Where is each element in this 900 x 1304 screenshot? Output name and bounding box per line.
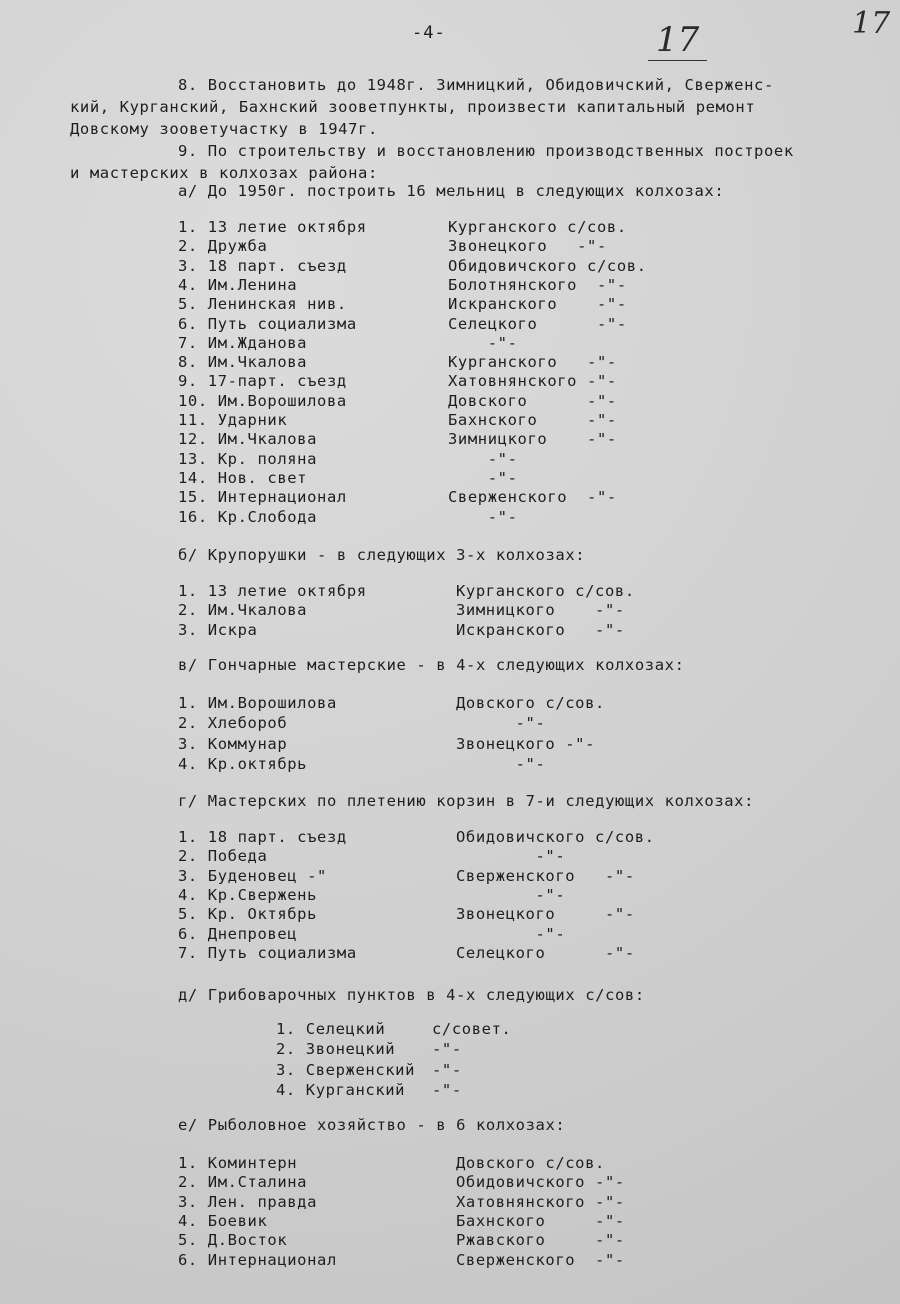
selsovet-name: Болотнянского -"- [448,275,627,294]
selsovet-name: Обидовичского с/сов. [456,828,655,846]
kolkhoz-name: 2. Победа [178,847,268,866]
kolkhoz-name: 16. Кр.Слобода [178,507,318,526]
kolkhoz-name: 15. Интернационал [178,488,347,507]
selsovet-name: -"- [448,333,518,352]
selsovet-name: Довского с/сов. [456,694,605,712]
section-g-heading: г/ Мастерских по плетению корзин в 7-и следующих колхозах: [178,792,755,810]
kolkhoz-name: 4. Курганский [276,1080,406,1099]
kolkhoz-name: 4. Им.Ленина [178,275,298,294]
selsovet-name: Хатовнянского -"- [448,372,617,391]
kolkhoz-name: 1. 13 летие октября [178,582,367,600]
selsovet-name: Хатовнянского -"- [456,1192,625,1211]
kolkhoz-name: 3. 18 парт. съезд [178,256,347,275]
kolkhoz-name: 8. Им.Чкалова [178,353,308,372]
kolkhoz-name: 3. Лен. правда [178,1192,318,1211]
section-d-heading: д/ Грибоварочных пунктов в 4-х следующих с/сов: [178,986,645,1004]
section-e-heading: е/ Рыболовное хозяйство - в 6 колхозах: [178,1116,566,1134]
selsovet-name: Селецкого -"- [448,314,627,333]
selsovet-name: Обидовичского -"- [456,1173,625,1192]
selsovet-name: Сверженского -"- [456,1250,625,1269]
kolkhoz-name: 9. 17-парт. съезд [178,372,347,391]
kolkhoz-name: 1. Им.Ворошилова [178,694,337,712]
kolkhoz-name: 2. Им.Сталина [178,1173,308,1192]
kolkhoz-name: 3. Сверженский [276,1060,416,1079]
selsovet-name: Зимницкого -"- [448,430,617,449]
selsovet-name: Обидовичского с/сов. [448,256,647,275]
kolkhoz-name: 1. 18 парт. съезд [178,828,347,846]
selsovet-name: Бахнского -"- [448,411,617,429]
selsovet-name: с/совет. [432,1020,512,1038]
handwritten-sheet-number-left: 17 [648,20,707,61]
kolkhoz-name: 5. Ленинская нив. [178,295,347,314]
kolkhoz-name: 10. Им.Ворошилова [178,391,347,410]
section-v-heading: в/ Гончарные мастерские - в 4-х следующих колхозах: [178,656,685,674]
kolkhoz-name: 6. Путь социализма [178,314,357,333]
selsovet-name: -"- [448,449,518,468]
paragraph-8-line-1: 8. Восстановить до 1948г. Зимницкий, Обидовичский, Сверженс- [178,76,774,94]
selsovet-name: Искранского -"- [448,295,627,314]
kolkhoz-name: 1. 13 летие октября [178,218,367,236]
selsovet-name: -"- [432,1080,462,1099]
kolkhoz-name: 3. Коммунар [178,734,288,753]
selsovet-name: Искранского -"- [456,620,625,639]
kolkhoz-name: 7. Путь социализма [178,943,357,962]
kolkhoz-name: 12. Им.Чкалова [178,430,318,449]
handwritten-sheet-number-right: 17 [852,6,891,41]
selsovet-name: Сверженского -"- [448,488,617,507]
kolkhoz-name: 14. Нов. свет [178,468,308,487]
selsovet-name: Бахнского -"- [456,1211,625,1230]
selsovet-name: Курганского -"- [448,353,617,372]
paragraph-8-line-3: Довскому зооветучастку в 1947г. [70,120,378,138]
kolkhoz-name: 2. Звонецкий [276,1040,396,1059]
selsovet-name: -"- [432,1040,462,1059]
selsovet-name: -"- [448,507,518,526]
selsovet-name: Довского с/сов. [456,1154,605,1172]
selsovet-name: Селецкого -"- [456,943,635,962]
kolkhoz-name: 6. Интернационал [178,1250,337,1269]
kolkhoz-name: 4. Кр.Свержень [178,885,318,904]
kolkhoz-name: 11. Ударник [178,411,288,429]
selsovet-name: -"- [448,468,518,487]
selsovet-name: Звонецкого -"- [456,905,635,924]
selsovet-name: Курганского с/сов. [456,582,635,600]
paragraph-9-line-1: 9. По строительству и восстановлению производственных построек [178,142,794,160]
kolkhoz-name: 3. Искра [178,620,258,639]
kolkhoz-name: 1. Коминтерн [178,1154,298,1172]
selsovet-name: Ржавского -"- [456,1231,625,1250]
kolkhoz-name: 4. Боевик [178,1211,268,1230]
kolkhoz-name: 2. Дружба [178,237,268,256]
selsovet-name: Курганского с/сов. [448,218,627,236]
kolkhoz-name: 1. Селецкий [276,1020,386,1038]
kolkhoz-name: 13. Кр. поляна [178,449,318,468]
kolkhoz-name: 2. Им.Чкалова [178,601,308,620]
section-b-heading: б/ Крупорушки - в следующих 3-х колхозах: [178,546,586,564]
paragraph-8-line-2: кий, Курганский, Бахнский зооветпункты, произвести капитальный ремонт [70,98,756,116]
kolkhoz-name: 2. Хлебороб [178,714,288,733]
selsovet-name: Звонецкого -"- [456,734,596,753]
selsovet-name: Звонецкого -"- [448,237,607,256]
selsovet-name: -"- [456,885,566,904]
kolkhoz-name: 4. Кр.октябрь [178,754,308,773]
kolkhoz-name: 6. Днепровец [178,924,298,943]
selsovet-name: Сверженского -"- [456,866,635,885]
selsovet-name: Зимницкого -"- [456,601,625,620]
kolkhoz-name: 5. Кр. Октябрь [178,905,318,924]
kolkhoz-name: 7. Им.Жданова [178,333,308,352]
paragraph-9-line-2: и мастерских в колхозах района: [70,164,378,182]
selsovet-name: -"- [456,754,546,773]
selsovet-name: -"- [456,714,546,733]
selsovet-name: -"- [432,1060,462,1079]
kolkhoz-name: 3. Буденовец -" [178,866,327,885]
page-number: -4- [412,23,446,43]
kolkhoz-name: 5. Д.Восток [178,1231,288,1250]
selsovet-name: -"- [456,847,566,866]
selsovet-name: -"- [456,924,566,943]
selsovet-name: Довского -"- [448,391,617,410]
section-a-heading: а/ До 1950г. построить 16 мельниц в следующих колхозах: [178,182,725,200]
